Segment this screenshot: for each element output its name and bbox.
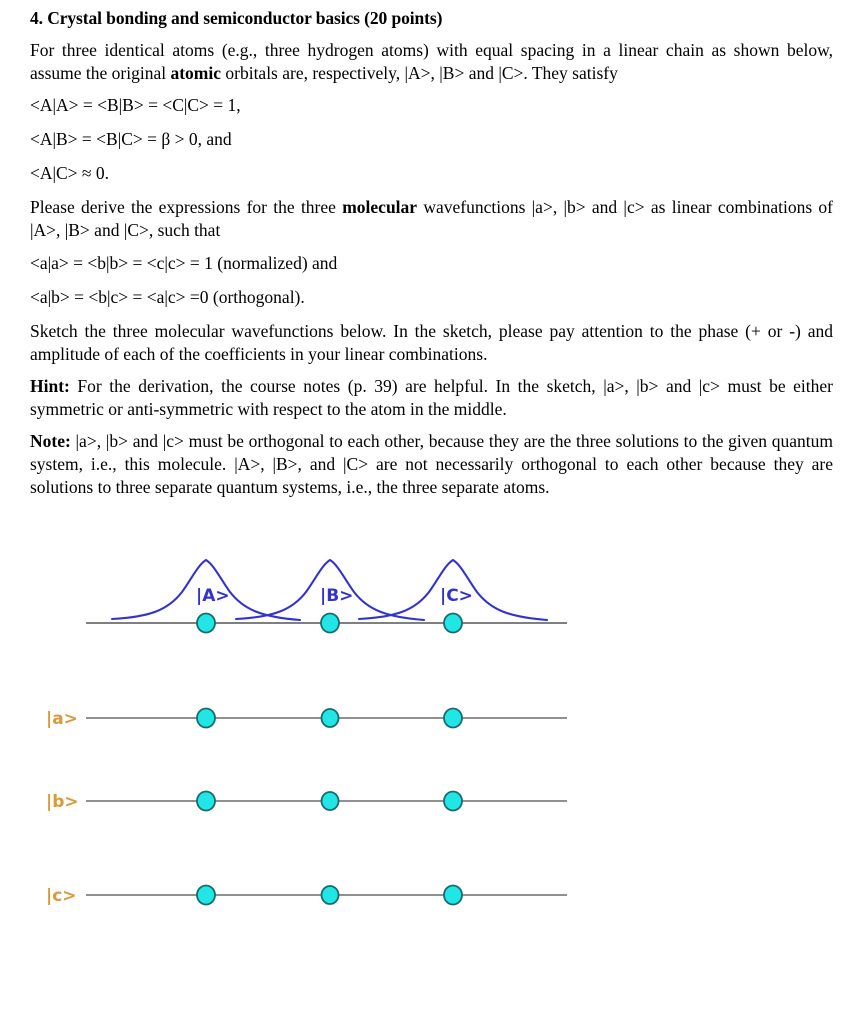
derive-bold-molecular: molecular — [342, 197, 418, 218]
molecular-label-b: |b> — [46, 792, 79, 812]
atom-circle-b2 — [322, 792, 339, 810]
molecular-row-b — [46, 792, 567, 813]
molecular-orbital-figure — [0, 520, 863, 940]
paragraph-sketch: Sketch the three molecular wavefunctions below. In the sketch, please pay attention to the phase (+ or -) and amplitude of each of the coefficients in your linear combinations. — [30, 320, 833, 364]
equation-normalization-molecular: <a|a> = <b|b> = <c|c> = 1 (normalized) and — [30, 252, 338, 273]
orbital-label-C: |C> — [440, 586, 473, 606]
atom-circle-c1 — [197, 886, 215, 905]
paragraph-note — [30, 430, 833, 499]
atom-circle-a2 — [322, 709, 339, 727]
derive-text-part1: Please derive the expressions for the three — [30, 197, 343, 218]
atom-circle-C — [444, 614, 462, 633]
molecular-row-a — [46, 709, 567, 730]
equation-normalization-atomic: <A|A> = <B|B> = <C|C> = 1, — [30, 95, 241, 116]
atom-circle-a3 — [444, 709, 462, 728]
atom-circle-b1 — [197, 792, 215, 811]
molecular-row-c — [46, 886, 567, 907]
orbital-label-A: |A> — [196, 586, 230, 606]
derive-text-part2: wavefunctions |a>, |b> and |c> as linear combinations of |A>, |B> and |C>, such that — [30, 197, 833, 241]
atomic-orbital-row — [86, 560, 567, 633]
paragraph-derive — [30, 196, 833, 242]
paragraph-intro — [30, 39, 833, 85]
document-body — [30, 8, 833, 508]
orbital-label-B: |B> — [320, 586, 354, 606]
equation-beta-overlap: <A|B> = <B|C> = β > 0, and — [30, 129, 232, 150]
molecular-label-a: |a> — [46, 709, 78, 729]
atom-circle-c3 — [444, 886, 462, 905]
equation-ac-overlap: <A|C> ≈ 0. — [30, 163, 110, 184]
hint-text: For the derivation, the course notes (p. 39) are helpful. In the sketch, |a>, |b> and |c> must be either symmetric or anti-symmetric with respect to the atom in the middle. — [30, 375, 833, 419]
intro-bold-atomic: atomic — [170, 62, 221, 83]
atom-circle-c2 — [322, 886, 339, 904]
page-title: 4. Crystal bonding and semiconductor basics (20 points) — [30, 8, 443, 28]
paragraph-hint — [30, 375, 833, 421]
note-text: |a>, |b> and |c> must be orthogonal to each other, because they are the three solutions to the given quantum system, i.e., this molecule. |A>, |B>, and |C> are not necessarily orthogonal to each other because they are solutions to three separate quantum systems, i.e., the three separate atoms. — [30, 431, 833, 498]
intro-text-part1: For three identical atoms (e.g., three hydrogen atoms) with equal spacing in a linear chain as shown below, assume the original — [30, 39, 833, 83]
intro-text-part2: orbitals are, respectively, |A>, |B> and |C>. They satisfy — [221, 62, 618, 83]
atom-circle-B — [321, 614, 339, 633]
equation-orthogonality: <a|b> = <b|c> = <a|c> =0 (orthogonal). — [30, 286, 305, 307]
atom-circle-a1 — [197, 709, 215, 728]
atom-circle-A — [197, 614, 215, 633]
molecular-label-c: |c> — [46, 886, 77, 906]
hint-label: Hint: — [30, 375, 70, 396]
note-label: Note: — [30, 431, 71, 452]
atom-circle-b3 — [444, 792, 462, 811]
